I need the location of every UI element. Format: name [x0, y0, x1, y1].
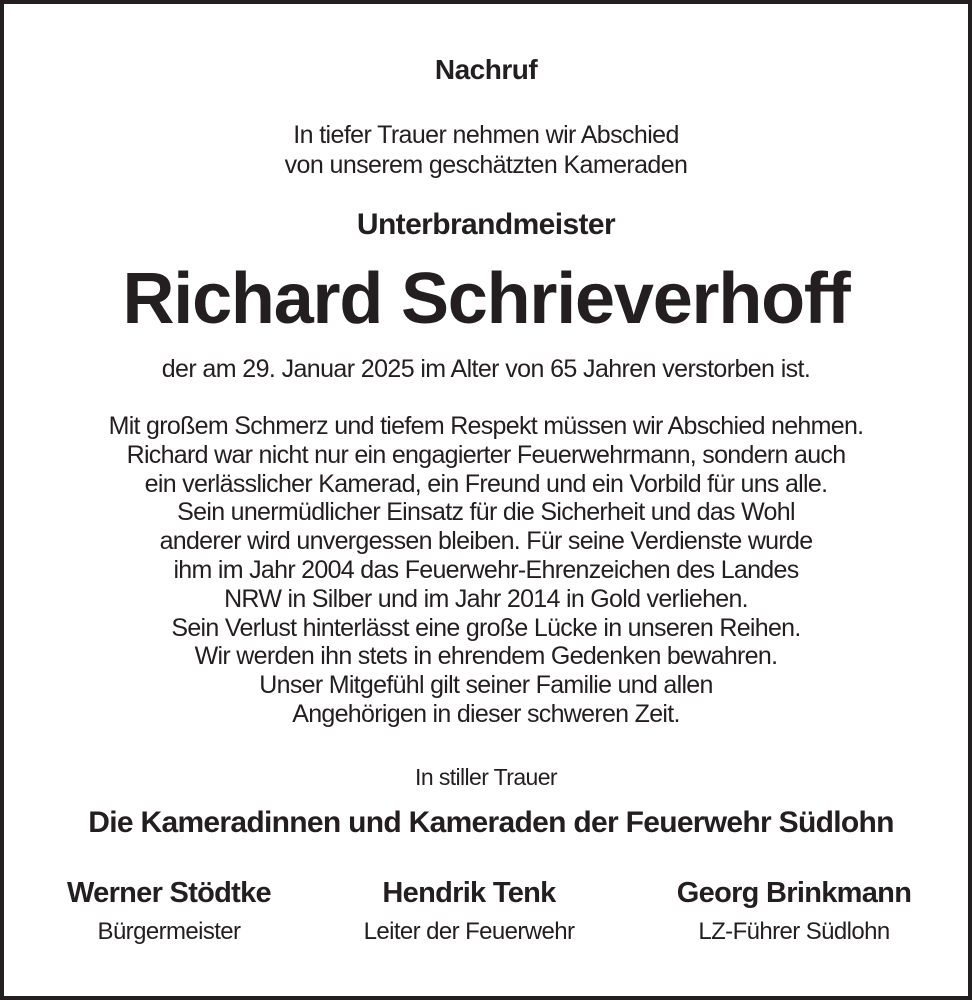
signer-name: Hendrik Tenk: [382, 877, 556, 909]
tribute-line: Mit großem Schmerz und tiefem Respekt müssen wir Abschied nehmen.: [108, 412, 864, 440]
intro-text: [4, 120, 968, 180]
tribute-text: [4, 412, 968, 729]
tribute-line: NRW in Silber und im Jahr 2014 in Gold verliehen.: [224, 584, 748, 613]
organization-name: Die Kameradinnen und Kameraden der Feuerwehr Südlohn: [88, 806, 894, 839]
signers: [4, 874, 968, 964]
tribute-line: Unser Mitgefühl gilt seiner Familie und allen: [259, 671, 713, 700]
tribute-line: ihm im Jahr 2004 das Feuerwehr-Ehrenzeichen des Landes: [173, 555, 799, 584]
deceased-name: Richard Schrieverhoff: [122, 259, 850, 339]
signer-name: Werner Stödtke: [67, 877, 271, 909]
signer-role: Bürgermeister: [97, 918, 241, 945]
intro-line: von unserem geschätzten Kameraden: [284, 151, 688, 179]
deceased-rank: Unterbrandmeister: [356, 208, 616, 241]
tribute-line: Sein unermüdlicher Einsatz für die Sicherheit und das Wohl: [177, 498, 795, 527]
closing-text: In stiller Trauer: [415, 764, 557, 790]
tribute-line: Sein Verlust hinterlässt eine große Lücke in unseren Reihen.: [171, 613, 801, 642]
tribute-line: Richard war nicht nur ein engagierter Feuerwehrmann, sondern auch: [126, 440, 846, 469]
intro-line: In tiefer Trauer nehmen wir Abschied: [293, 121, 679, 149]
signer-role: LZ-Führer Südlohn: [698, 918, 890, 945]
tribute-line: ein verlässlicher Kamerad, ein Freund und ein Vorbild für uns alle.: [144, 469, 828, 498]
signer-name: Georg Brinkmann: [676, 877, 912, 909]
tribute-line: Angehörigen in dieser schweren Zeit.: [292, 699, 680, 728]
tribute-line: anderer wird unvergessen bleiben. Für seine Verdienste wurde: [159, 527, 813, 556]
death-line: der am 29. Januar 2025 im Alter von 65 Jahren verstorben ist.: [161, 355, 811, 383]
signer: [339, 874, 599, 948]
notice-title: Nachruf: [434, 54, 538, 85]
signer-role: Leiter der Feuerwehr: [363, 918, 575, 945]
signer: [654, 874, 934, 948]
tribute-line: Wir werden ihn stets in ehrendem Gedenken bewahren.: [194, 642, 778, 671]
signer: [44, 874, 294, 948]
